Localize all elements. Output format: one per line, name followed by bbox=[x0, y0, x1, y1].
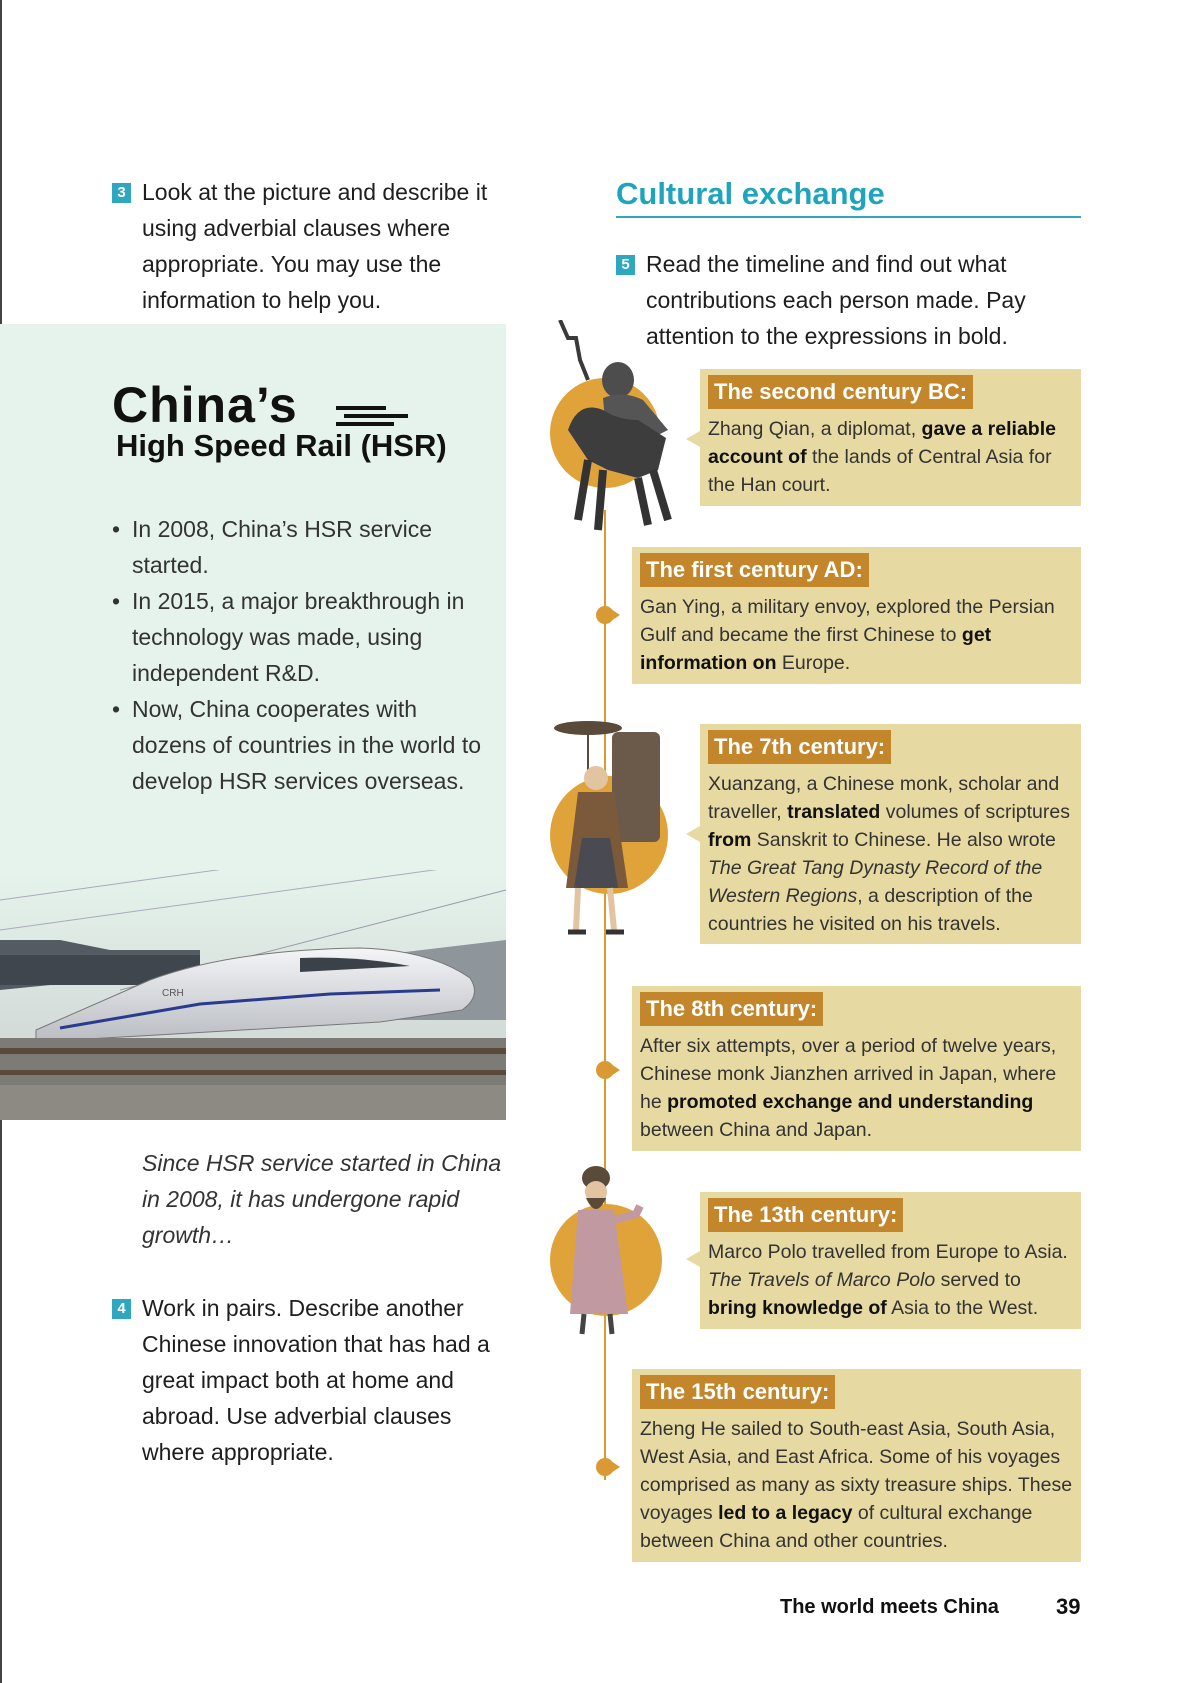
timeline-entry bbox=[700, 369, 1081, 506]
timeline-text: After six attempts, over a period of twelve years, Chinese monk Jianzhen arrived in Japan, where he promoted exchange and understanding between China and Japan. bbox=[640, 1035, 1057, 1141]
task-5-text: Read the timeline and find out what contributions each person made. Pay attention to the expressions in bold. bbox=[646, 251, 1026, 349]
task-3 bbox=[117, 174, 502, 318]
task-number-badge: 5 bbox=[616, 255, 635, 275]
timeline-date-label: The 13th century: bbox=[708, 1198, 903, 1232]
timeline-entry bbox=[700, 1192, 1081, 1329]
task-4 bbox=[117, 1290, 512, 1470]
page-number: 39 bbox=[1056, 1594, 1081, 1619]
task-4-text: Work in pairs. Describe another Chinese innovation that has had a great impact both at home and abroad. Use adverbial clauses where appropriate. bbox=[142, 1295, 490, 1465]
section-divider bbox=[616, 216, 1081, 218]
timeline-pointer bbox=[686, 1251, 700, 1267]
speed-lines-icon bbox=[336, 404, 410, 428]
timeline-date-label: The first century AD: bbox=[640, 553, 869, 587]
timeline-entry bbox=[700, 724, 1081, 944]
timeline-date-label: The second century BC: bbox=[708, 375, 973, 409]
task-5 bbox=[621, 246, 1086, 354]
timeline-date-label: The 8th century: bbox=[640, 992, 823, 1026]
list-item: • Now, China cooperates with dozens of countries in the world to develop HSR services overseas. bbox=[112, 691, 482, 799]
timeline-text: Zheng He sailed to South-east Asia, South Asia, West Asia, and East Africa. Some of his voyages comprised as many as sixty treasure ships. These voyages led to a legacy of cultural exchange between China and other countries. bbox=[640, 1418, 1073, 1552]
timeline-arrow bbox=[608, 607, 620, 623]
timeline-date-label: The 15th century: bbox=[640, 1375, 835, 1409]
timeline-text: Zhang Qian, a diplomat, gave a reliable account of the lands of Central Asia for the Han court. bbox=[708, 418, 1056, 496]
timeline-entry bbox=[632, 1369, 1081, 1562]
timeline-entry bbox=[632, 547, 1081, 684]
high-speed-train-photo bbox=[0, 870, 506, 1120]
list-item: • In 2015, a major breakthrough in technology was made, using independent R&D. bbox=[112, 583, 482, 691]
task-3-text: Look at the picture and describe it using adverbial clauses where appropriate. You may use the information to help you. bbox=[142, 179, 488, 313]
marco-polo-illustration bbox=[566, 1164, 666, 1339]
hsr-logo-subtitle: High Speed Rail (HSR) bbox=[116, 428, 447, 463]
timeline-pointer bbox=[686, 826, 700, 842]
xuanzang-illustration bbox=[552, 718, 682, 943]
task-number-badge: 4 bbox=[112, 1299, 131, 1319]
footer-unit-title: The world meets China bbox=[780, 1596, 999, 1618]
timeline-pointer bbox=[686, 431, 700, 447]
example-sentence: Since HSR service started in China in 2008, it has undergone rapid growth… bbox=[142, 1150, 502, 1248]
timeline-text: Xuanzang, a Chinese monk, scholar and traveller, translated volumes of scriptures from Sanskrit to Chinese. He also wrote The Great Tang Dynasty Record of the Western Regions, a description of the countries he visited on his travels. bbox=[708, 773, 1070, 935]
timeline-arrow bbox=[608, 1062, 620, 1078]
list-item: • In 2008, China’s HSR service started. bbox=[112, 511, 482, 583]
timeline-text: Marco Polo travelled from Europe to Asia. The Travels of Marco Polo served to bring knowledge of Asia to the West. bbox=[708, 1241, 1068, 1319]
train-logo-text: CRH bbox=[162, 988, 184, 999]
hsr-logo-main: China’s bbox=[112, 377, 298, 433]
timeline-text: Gan Ying, a military envoy, explored the Persian Gulf and became the first Chinese to get information on Europe. bbox=[640, 596, 1055, 674]
timeline-entry bbox=[632, 986, 1081, 1151]
section-title: Cultural exchange bbox=[616, 176, 885, 211]
timeline-arrow bbox=[608, 1459, 620, 1475]
hsr-bullet-list bbox=[112, 511, 482, 799]
zhang-qian-statue-illustration bbox=[548, 320, 688, 535]
timeline-date-label: The 7th century: bbox=[708, 730, 891, 764]
task-number-badge: 3 bbox=[112, 183, 131, 203]
